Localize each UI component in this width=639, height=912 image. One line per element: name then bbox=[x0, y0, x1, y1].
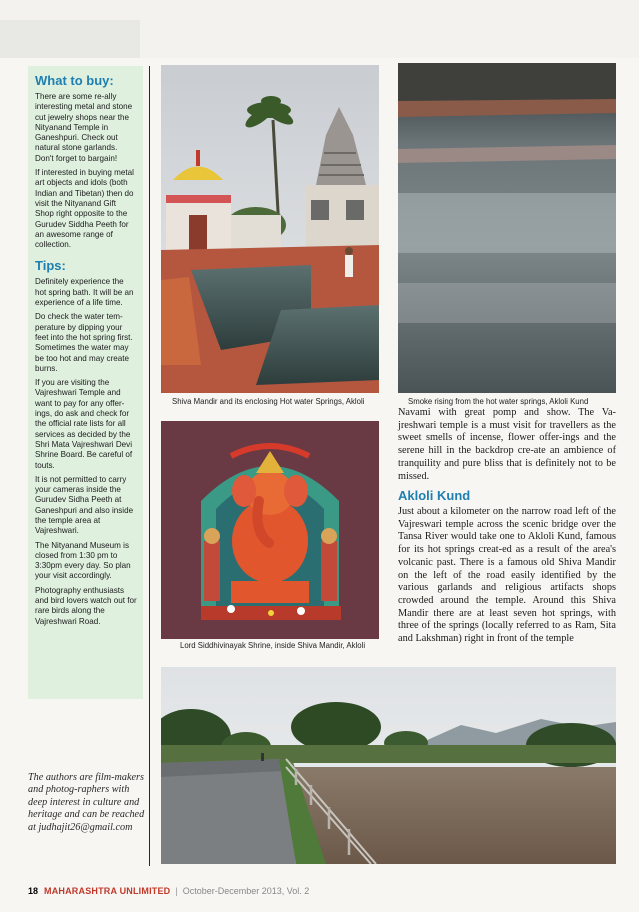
bridge-photo-art bbox=[161, 667, 616, 864]
authors-note: The authors are film-makers and photog-raphers with deep interest in culture and heritage and can be reached at judhajit26@gmail.com bbox=[28, 772, 145, 833]
top-shade bbox=[0, 20, 140, 58]
column-divider bbox=[149, 66, 150, 866]
ganesh-photo bbox=[161, 421, 379, 639]
tips-sidebar bbox=[28, 66, 143, 699]
akloli-kund-heading: Akloli Kund bbox=[398, 488, 471, 503]
temple-photo-art bbox=[161, 65, 379, 393]
what-to-buy-heading: What to buy: bbox=[35, 73, 114, 88]
temple-caption: Shiva Mandir and its enclosing Hot water Springs, Akloli bbox=[172, 397, 365, 406]
ganesh-photo-art bbox=[161, 421, 379, 639]
smoke-photo bbox=[398, 63, 616, 393]
buy-paragraph: If interested in buying metal art objects and idols (both Indian and Tibetan) then do visit the Nityanand Gift Shop right opposite to the Gurudev Siddha Peeth for an awesome range of collection. bbox=[35, 168, 134, 250]
issue-info: October-December 2013, Vol. 2 bbox=[182, 886, 310, 896]
article-intro: Navami with great pomp and show. The Va-jreshwari temple is a must visit for travellers as the sweet smells of incense, flower offer-ings and the serene hill in the backdrop cre-ate an ambience of tranquility and pure bliss that is definitely not to be missed. bbox=[398, 407, 616, 482]
top-band bbox=[0, 0, 639, 58]
tip-paragraph: It is not permitted to carry your cameras inside the Gurudev Sidha Peeth at Ganeshpuri and also inside the temple area at Vajreshwari. bbox=[35, 474, 134, 536]
tip-paragraph: The Nityanand Museum is closed from 1:30 pm to 3:30pm every day. So plan your visit accordingly. bbox=[35, 540, 131, 581]
page-number: 18 bbox=[28, 886, 39, 896]
smoke-photo-art bbox=[398, 63, 616, 393]
tip-paragraph: Do check the water tem-perature by dipping your feet into the hot spring first. Sometimes the water may be too hot and may create burns. bbox=[35, 312, 133, 373]
smoke-caption: Smoke rising from the hot water springs, Akloli Kund bbox=[408, 397, 589, 406]
article-body: Just about a kilometer on the narrow road left of the Vajreswari temple across the scenic bridge over the Tansa River would take one to Akloli Kund, famous for its hot springs creat-ed as a result of the area's volcanic past. There is a famous old Shiva Mandir on the left of the road easily identified by the various garlands and religious artifacts shops crowded around the temple. Around this Shiva Mandir there are at least seven hot springs, with three of the springs (locally referred to as Ram, Sita and Lakshman) right in front of the temple bbox=[398, 506, 616, 645]
tip-paragraph: Photography enthusiasts and bird lovers watch out for rare birds along the Vajreshwari Road. bbox=[35, 585, 137, 626]
page-footer bbox=[28, 886, 309, 896]
tips-heading: Tips: bbox=[35, 258, 66, 274]
bridge-photo bbox=[161, 667, 616, 864]
temple-photo bbox=[161, 65, 379, 393]
buy-paragraph: There are some re-ally interesting metal and stone cut jewelry shops near the Nityanand Temple in Ganeshpuri. Check out natural stone garlands. Don't forget to bargain! bbox=[35, 92, 133, 163]
tip-paragraph: If you are visiting the Vajreshwari Temple and want to pay for any offer-ings, do ask and check for the official rate lists for all services as decided by the Shri Mata Vajreshwari Devi Shrine Board. Be careful of touts. bbox=[35, 378, 133, 470]
ganesh-caption: Lord Siddhivinayak Shrine, inside Shiva Mandir, Akloli bbox=[180, 641, 366, 650]
footer-separator: | bbox=[175, 886, 178, 896]
magazine-name: MAHARASHTRA UNLIMITED bbox=[44, 886, 171, 896]
tip-paragraph: Definitely experience the hot spring bath. It will be an experience of a life time. bbox=[35, 277, 134, 308]
